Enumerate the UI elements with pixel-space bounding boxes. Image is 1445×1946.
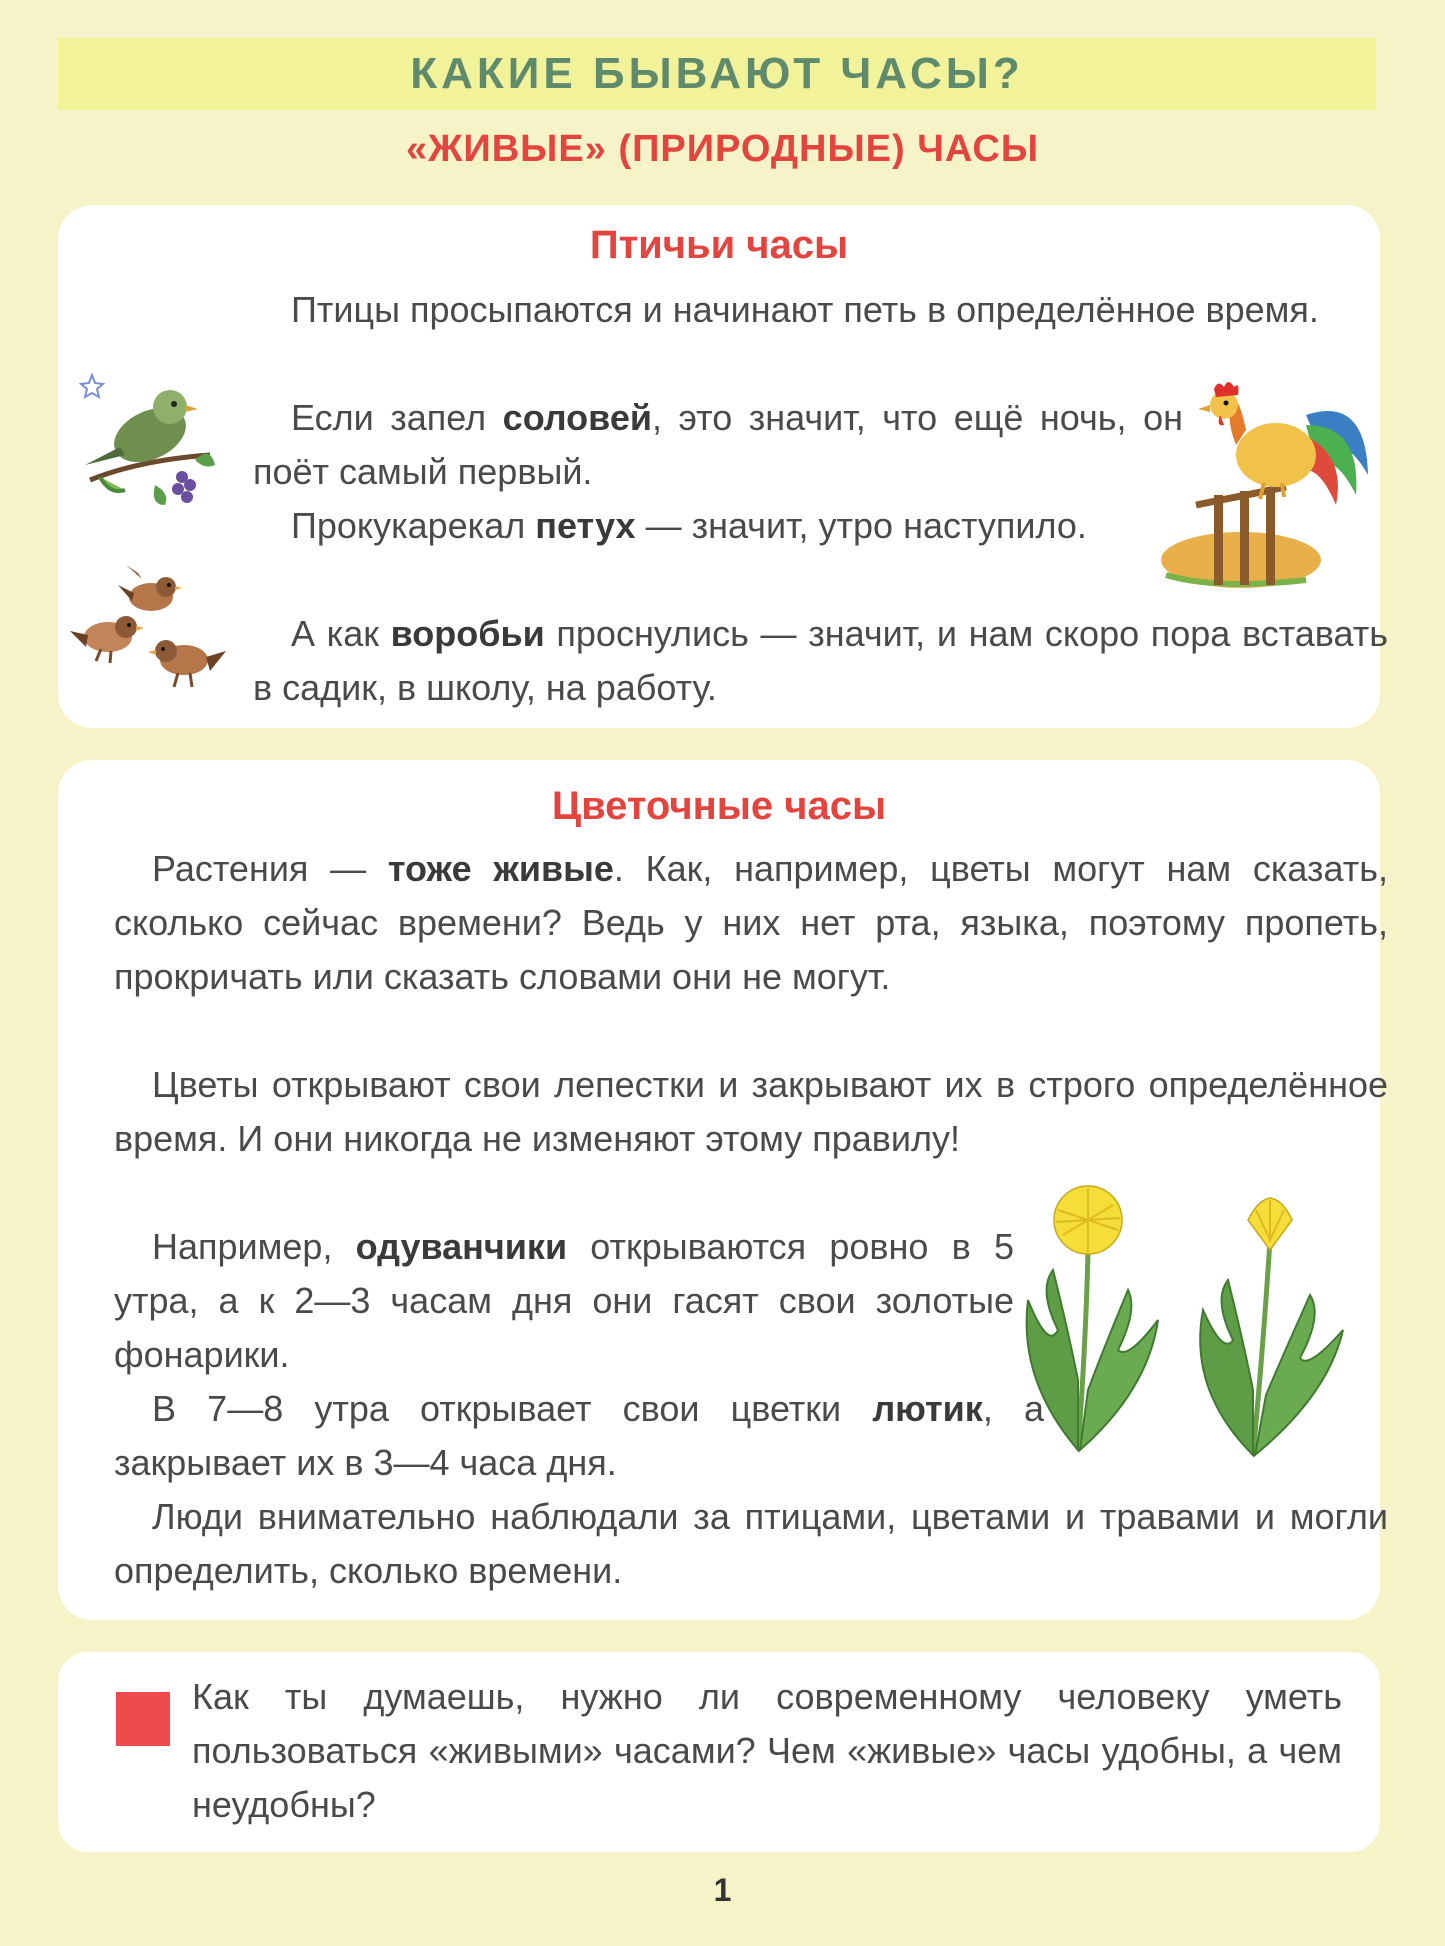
page-subtitle: «ЖИВЫЕ» (ПРИРОДНЫЕ) ЧАСЫ: [405, 128, 1040, 170]
sparrows-word: воробьи: [390, 613, 545, 654]
rooster-icon: [1156, 375, 1376, 595]
bird-clock-card: [58, 205, 1388, 728]
flower-paragraph-3: Например, одуванчики открываются ровно в 5 утра, а к 2—3 часам дня они гасят свои золотые фонарики.: [114, 1226, 1014, 1375]
dandelion-icon: [1008, 1180, 1378, 1480]
nightingale-icon: [70, 365, 220, 515]
question-marker-icon: [116, 1692, 170, 1746]
flower-clock-title: Цветочные часы: [551, 784, 887, 828]
also-alive-word: тоже живые: [387, 848, 614, 889]
nightingale-word: соловей: [502, 397, 652, 438]
flower-clock-card: [58, 760, 1388, 1620]
rooster-word: петух: [535, 505, 636, 546]
bird-clock-title: Птичьи часы: [589, 223, 849, 267]
title-band: [58, 38, 1376, 110]
flower-paragraph-5: Люди внимательно наблюдали за птицами, цветами и травами и могли определить, сколько времени.: [114, 1496, 1388, 1591]
bird-paragraph-2: Если запел соловей, это значит, что ещё ночь, он поёт самый первый.: [253, 397, 1183, 492]
dandelions-word: одуванчики: [355, 1226, 568, 1267]
flower-paragraph-1: Растения — тоже живые. Как, например, цветы могут нам сказать, сколько сейчас времени? Ведь у них нет рта, языка, поэтому пропеть, прокричать или сказать словами они не могут.: [114, 848, 1388, 997]
bird-paragraph-3: Прокукарекал петух — значит, утро наступило.: [291, 505, 1087, 546]
buttercup-word: лютик: [872, 1388, 983, 1429]
question-text: Как ты думаешь, нужно ли современному человеку уметь пользоваться «живыми» часами? Чем «живые» часы удобны, а чем неудобны?: [192, 1676, 1342, 1825]
question-card: [58, 1652, 1380, 1852]
flower-paragraph-2: Цветы открывают свои лепестки и закрывают их в строго определённое время. И они никогда не изменяют этому правилу!: [114, 1064, 1388, 1159]
flower-paragraph-4: В 7—8 утра открывает свои цветки лютик, а закрывает их в 3—4 часа дня.: [114, 1388, 1044, 1483]
page-number: 1: [713, 1872, 732, 1908]
page-title: КАКИЕ БЫВАЮТ ЧАСЫ?: [410, 49, 1024, 98]
bird-paragraph-1: Птицы просыпаются и начинают петь в определённое время.: [291, 289, 1319, 330]
sparrows-icon: [66, 565, 231, 695]
bird-paragraph-4: А как воробьи проснулись — значит, и нам скоро пора вставать в садик, в школу, на работу.: [253, 613, 1388, 708]
